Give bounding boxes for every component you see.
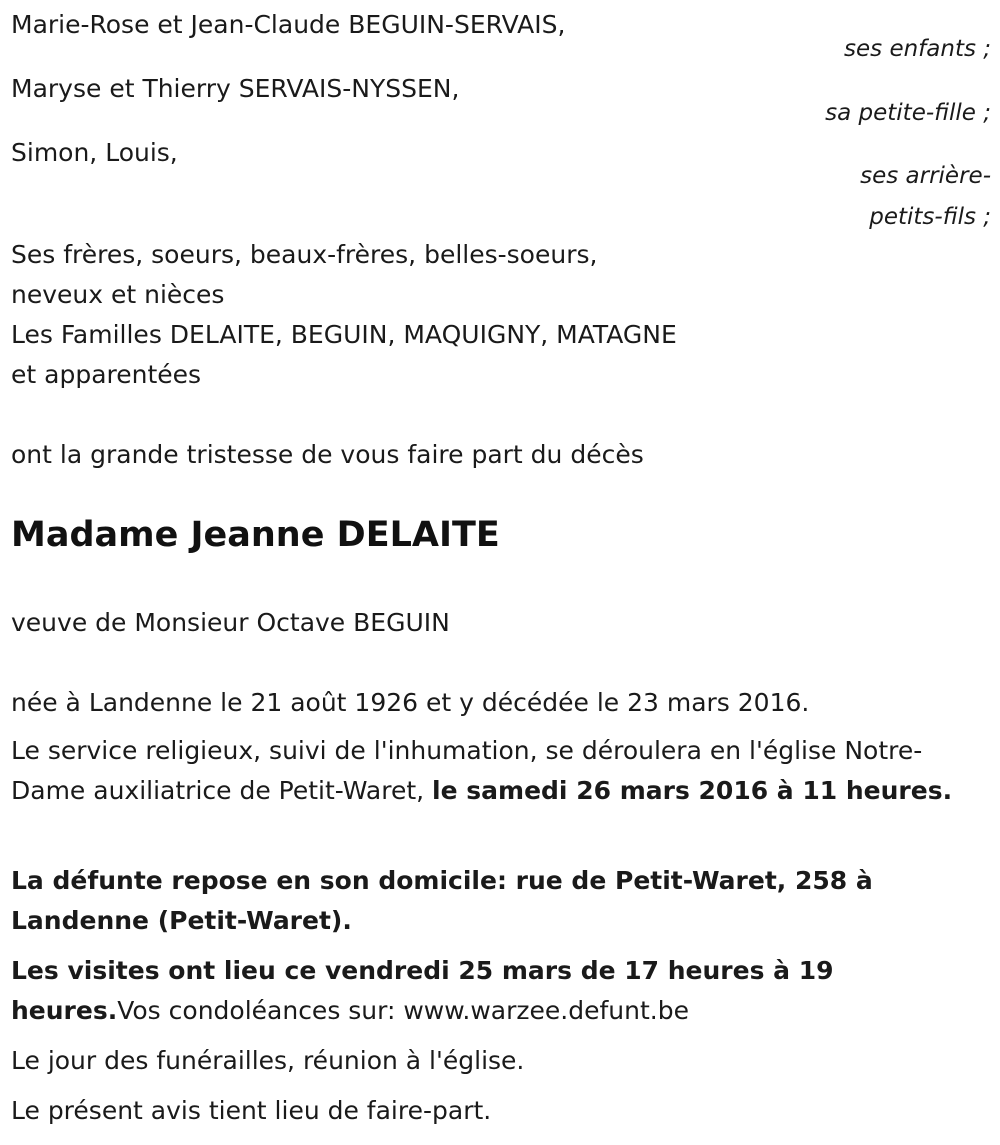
granddaughter-role: sa petite-fille ; [825, 100, 991, 126]
service-text: Le service religieux, suivi de l'inhumation, se déroulera en l'église Notre-Dame auxiliatrice de Petit-Waret, [11, 736, 923, 805]
repose-paragraph [11, 861, 986, 941]
service-paragraph [11, 731, 986, 811]
condolences-text: Vos condoléances sur: www.warzee.defunt.be [117, 996, 689, 1025]
notice-text: Le présent avis tient lieu de faire-part. [11, 1096, 492, 1125]
children-names: Marie-Rose et Jean-Claude BEGUIN-SERVAIS, [11, 10, 566, 39]
granddaughter-names: Maryse et Thierry SERVAIS-NYSSEN, [11, 74, 460, 103]
relatives-line-3: Les Familles DELAITE, BEGUIN, MAQUIGNY, MATAGNE [11, 320, 677, 349]
visits-text: Les visites ont lieu ce vendredi 25 mars de 17 heures à 19 heures. [11, 956, 834, 1025]
relatives-line-2: neveux et nièces [11, 280, 225, 309]
great-grandsons-names: Simon, Louis, [11, 138, 178, 167]
announcement: ont la grande tristesse de vous faire part du décès [11, 440, 644, 469]
relatives-line-1: Ses frères, soeurs, beaux-frères, belles-soeurs, [11, 240, 598, 269]
great-grandsons-role-line1: ses arrière- [860, 163, 991, 189]
relatives-line-4: et apparentées [11, 360, 202, 389]
repose-text: La défunte repose en son domicile: rue de Petit-Waret, 258 à Landenne (Petit-Waret). [11, 866, 873, 935]
service-datetime: le samedi 26 mars 2016 à 11 heures. [432, 776, 953, 805]
great-grandsons-role-line2: petits-fils ; [869, 204, 991, 230]
widow-of: veuve de Monsieur Octave BEGUIN [11, 608, 450, 637]
birth-death: née à Landenne le 21 août 1926 et y décédée le 23 mars 2016. [11, 688, 810, 717]
visits-paragraph [11, 951, 986, 1031]
children-role: ses enfants ; [844, 36, 991, 62]
deceased-name: Madame Jeanne DELAITE [11, 515, 500, 555]
funeral-meeting: Le jour des funérailles, réunion à l'église. [11, 1046, 525, 1075]
